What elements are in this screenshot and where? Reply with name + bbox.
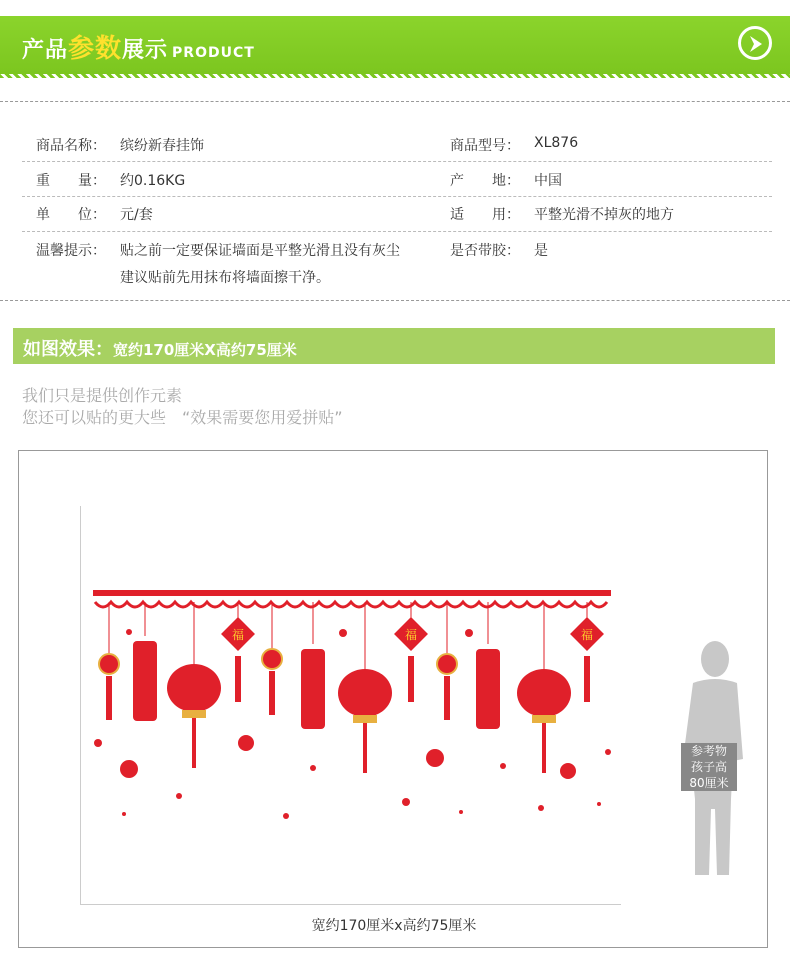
decoration-illustration	[81, 506, 621, 904]
spec-value: 约0.16KG	[120, 173, 186, 189]
spec-value: 平整光滑不掉灰的地方	[534, 207, 674, 223]
spec-value: 缤纷新春挂饰	[120, 138, 204, 154]
reference-label	[681, 743, 737, 791]
spec-key: 单 位：	[36, 207, 106, 223]
effect-label: 如图效果：	[23, 339, 113, 360]
fu-char: 福	[404, 628, 418, 642]
ref-line: 参考物	[690, 744, 727, 758]
spec-key: 商品型号：	[450, 138, 520, 154]
spec-value: 贴之前一定要保证墙面是平整光滑且没有灰尘	[120, 243, 400, 259]
section-title	[22, 28, 255, 65]
spec-value: 建议贴前先用抹布将墙面擦干净。	[120, 270, 330, 286]
note-line: 您还可以贴的更大些 “效果需要您用爱拼贴”	[22, 408, 343, 427]
section-header	[0, 16, 790, 74]
effect-bar	[13, 328, 775, 364]
spec-value: 是	[534, 243, 548, 259]
ref-line: 孩子高	[690, 760, 727, 774]
ref-line: 80厘米	[689, 776, 729, 790]
fu-char: 福	[580, 628, 594, 642]
row-divider	[22, 161, 772, 162]
next-arrow-button[interactable]	[738, 26, 772, 60]
spec-key: 重 量：	[36, 173, 106, 189]
preview-canvas	[80, 506, 621, 905]
row-divider	[22, 231, 772, 232]
preview-caption: 宽约170厘米x高约75厘米	[311, 918, 477, 934]
divider	[0, 101, 790, 102]
spec-key: 商品名称：	[36, 138, 106, 154]
title-part2: 展示	[122, 38, 169, 63]
spec-key: 适 用：	[450, 207, 520, 223]
title-en: PRODUCT	[172, 45, 255, 61]
title-part1: 产品	[22, 38, 69, 63]
spec-key: 是否带胶：	[450, 243, 520, 259]
note-line: 我们只是提供创作元素	[22, 386, 183, 405]
spec-key: 温馨提示：	[36, 243, 106, 259]
row-divider	[22, 196, 772, 197]
header-stripe	[0, 74, 790, 78]
title-highlight: 参数	[68, 34, 123, 64]
chevron-right-icon	[747, 34, 765, 54]
spec-value: XL876	[534, 135, 579, 151]
divider	[0, 300, 790, 301]
spec-value: 中国	[534, 173, 562, 189]
preview-frame	[18, 450, 768, 948]
effect-title	[23, 335, 297, 361]
fu-char: 福	[231, 628, 245, 642]
spec-key: 产 地：	[450, 173, 520, 189]
spec-value: 元/套	[120, 207, 153, 223]
effect-size: 宽约170厘米X高约75厘米	[113, 341, 297, 359]
